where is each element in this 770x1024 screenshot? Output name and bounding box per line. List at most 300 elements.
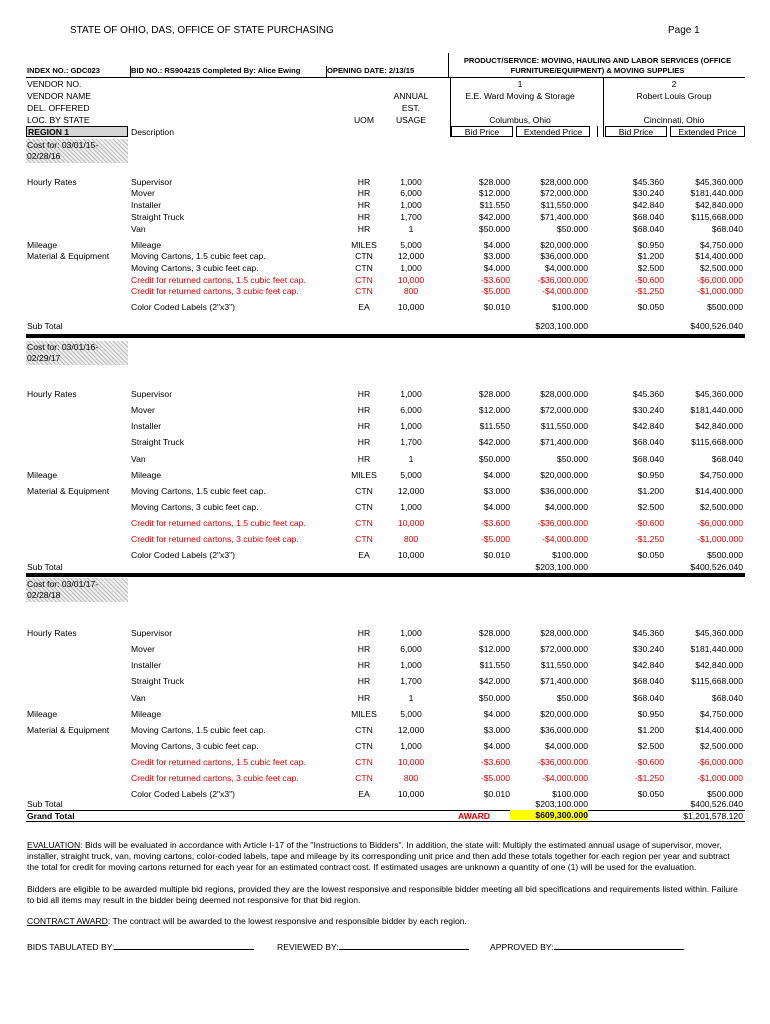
table-cell-uom: HR (357, 628, 371, 639)
table-cell-uom: HR (357, 188, 371, 199)
table-cell-vendor-2-extended-price: $45,360.000 (695, 176, 743, 187)
table-cell-vendor-2-bid-price: $68.040 (632, 211, 664, 222)
vendor-no-label: VENDOR NO. (27, 79, 82, 89)
table-cell-description: Mileage (131, 469, 162, 480)
table-cell-vendor-2-extended-price: $181,440.000 (690, 644, 743, 655)
period-label-line-2: 02/29/17 (27, 353, 61, 363)
table-cell-uom: HR (357, 421, 371, 432)
table-cell-vendor-2-extended-price: $500.000 (707, 789, 743, 800)
vendor-1-name: E.E. Ward Moving & Storage (465, 91, 575, 101)
table-cell-description: Moving Cartons, 1.5 cubic feet cap. (131, 251, 266, 262)
header-divider (448, 53, 449, 77)
table-cell-vendor-1-bid-price: $11.550 (479, 200, 510, 211)
table-cell-vendor-1-bid-price: $4.000 (483, 740, 510, 751)
table-cell-vendor-2-bid-price: -$1.250 (634, 773, 664, 783)
table-cell-annual-usage: 1,000 (400, 421, 422, 432)
table-cell-vendor-2-extended-price: -$1,000.000 (697, 534, 743, 544)
contract-award-paragraph: CONTRACT AWARD: The contract will be awarded to the lowest responsive and responsible bidder by each region. (27, 916, 467, 926)
table-cell-vendor-1-extended-price: $11,550.000 (540, 660, 588, 671)
table-cell-vendor-1-bid-price: $42.000 (478, 437, 510, 448)
table-cell-vendor-1-bid-price: $4.000 (483, 708, 510, 719)
table-cell-category: Mileage (27, 239, 58, 250)
opening-date: OPENING DATE: 2/13/15 (327, 66, 415, 75)
table-cell-vendor-2-bid-price: $30.240 (632, 188, 664, 199)
table-cell-vendor-1-bid-price: $12.000 (478, 188, 510, 199)
table-cell-vendor-1-bid-price: $4.000 (483, 262, 510, 273)
table-cell-description: Moving Cartons, 3 cubic feet cap. (131, 501, 259, 512)
table-cell-vendor-1-bid-price: -$3.600 (480, 756, 510, 767)
table-cell-vendor-2-extended-price: -$6,000.000 (697, 517, 743, 528)
table-cell-annual-usage: 1,000 (400, 176, 422, 187)
table-cell-description: Credit for returned cartons, 3 cubic feet cap. (131, 534, 299, 544)
table-cell-vendor-2-bid-price: -$0.600 (634, 756, 664, 767)
table-cell-vendor-1-extended-price: $20,000.000 (540, 708, 588, 719)
table-cell-description: Credit for returned cartons, 1.5 cubic feet cap. (131, 756, 306, 767)
table-cell-description: Mileage (131, 708, 162, 719)
table-cell-vendor-1-extended-price: $4,000.000 (544, 262, 588, 273)
table-cell-uom: EA (358, 302, 370, 313)
table-cell-vendor-2-extended-price: -$1,000.000 (697, 773, 743, 783)
table-cell-vendor-1-bid-price: $3.000 (483, 251, 510, 262)
table-cell-vendor-2-extended-price: -$6,000.000 (697, 274, 743, 285)
table-cell-vendor-2-bid-price: -$1.250 (634, 534, 664, 544)
table-cell-vendor-2-bid-price: -$1.250 (634, 286, 664, 297)
page-number: Page 1 (668, 25, 700, 36)
table-cell-vendor-2-extended-price: $4,750.000 (699, 239, 743, 250)
table-cell-vendor-2-bid-price: $1.200 (637, 251, 664, 262)
loc-by-state-label: LOC. BY STATE (27, 115, 90, 125)
table-cell-vendor-1-extended-price: -$36,000.000 (537, 274, 588, 285)
table-cell-vendor-2-bid-price: $45.360 (632, 176, 664, 187)
table-cell-vendor-1-extended-price: $50.000 (556, 223, 588, 234)
table-cell-description: Credit for returned cartons, 1.5 cubic feet cap. (131, 274, 306, 285)
uom-label: UOM (353, 115, 375, 125)
table-cell-vendor-1-extended-price: $11,550.000 (540, 200, 588, 211)
table-cell-annual-usage: 800 (403, 773, 419, 783)
table-cell-annual-usage: 5,000 (400, 708, 422, 719)
table-cell-vendor-2-bid-price: $0.050 (637, 302, 664, 313)
period-label-line-2: 02/28/18 (27, 590, 61, 600)
table-cell-vendor-2-bid-price: $42.840 (632, 200, 664, 211)
table-cell-vendor-2-bid-price: $42.840 (632, 660, 664, 671)
vendor-2-bid-price-header: Bid Price (605, 126, 667, 137)
table-cell-description: Straight Truck (131, 437, 185, 448)
table-cell-annual-usage: 6,000 (400, 644, 422, 655)
table-cell-category: Mileage (27, 708, 58, 719)
table-cell-annual-usage: 1,700 (400, 676, 422, 687)
bidders-paragraph: Bidders are eligible to be awarded multiple bid regions, provided they are the lowest responsive and responsible bidder meeting all bid specifications and requirements listed within. Failure to bid all items may result in the bidder being deemed not responsive for that bid region. (27, 884, 738, 905)
table-cell-vendor-2-extended-price: $68.040 (711, 453, 743, 464)
table-cell-uom: HR (357, 200, 371, 211)
table-cell-annual-usage: 1 (408, 223, 414, 234)
table-cell-uom: CTN (355, 274, 373, 285)
table-cell-vendor-2-bid-price: $68.040 (632, 676, 664, 687)
table-cell-uom: HR (357, 676, 371, 687)
table-cell-vendor-1-extended-price: -$36,000.000 (537, 756, 588, 767)
table-cell-uom: CTN (355, 534, 373, 544)
table-cell-uom: CTN (355, 724, 373, 735)
table-cell-uom: CTN (355, 485, 373, 496)
table-cell-vendor-2-bid-price: $68.040 (632, 437, 664, 448)
table-cell-vendor-1-extended-price: $100.000 (552, 302, 588, 313)
table-cell-annual-usage: 1 (408, 692, 414, 703)
table-cell-vendor-1-extended-price: $100.000 (552, 550, 588, 561)
table-cell-vendor-1-bid-price: -$5.000 (480, 534, 510, 544)
table-cell-description: Moving Cartons, 3 cubic feet cap. (131, 262, 259, 273)
table-cell-annual-usage: 10,000 (397, 517, 425, 528)
table-cell-vendor-2-extended-price: $115,668.000 (691, 211, 743, 222)
table-cell-vendor-1-bid-price: $0.010 (483, 302, 510, 313)
table-cell-description: Credit for returned cartons, 3 cubic feet cap. (131, 286, 299, 297)
table-cell-annual-usage: 1,000 (400, 740, 422, 751)
table-cell-annual-usage: 6,000 (400, 188, 422, 199)
table-cell-annual-usage: 10,000 (397, 550, 425, 561)
table-cell-vendor-2-bid-price: -$0.600 (634, 517, 664, 528)
table-cell-vendor-1-extended-price: $36,000.000 (540, 485, 588, 496)
table-cell-description: Straight Truck (131, 211, 185, 222)
vendor-2-no: 2 (671, 79, 677, 89)
table-cell-vendor-1-extended-price: $28,000.000 (540, 389, 588, 400)
table-cell-annual-usage: 10,000 (397, 274, 425, 285)
table-cell-vendor-1-extended-price: $28,000.000 (540, 628, 588, 639)
table-cell-description: Straight Truck (131, 676, 185, 687)
table-cell-uom: HR (357, 176, 371, 187)
table-cell-vendor-2-extended-price: $115,668.000 (691, 437, 743, 448)
sub-total-vendor-2: $400,526.040 (690, 562, 743, 572)
table-cell-vendor-1-extended-price: $50.000 (556, 453, 588, 464)
table-cell-vendor-2-bid-price: $0.050 (637, 789, 664, 800)
table-cell-uom: HR (357, 211, 371, 222)
table-cell-uom: HR (357, 389, 371, 400)
table-cell-description: Moving Cartons, 1.5 cubic feet cap. (131, 724, 266, 735)
grand-total-vendor-2: $1,201,578.120 (683, 811, 743, 821)
table-cell-description: Color Coded Labels (2"x3") (131, 789, 236, 800)
table-cell-vendor-2-extended-price: $68.040 (711, 223, 743, 234)
table-cell-vendor-2-bid-price: $2.500 (637, 740, 664, 751)
table-cell-description: Mover (131, 644, 155, 655)
table-cell-vendor-2-bid-price: $1.200 (637, 485, 664, 496)
table-cell-vendor-2-bid-price: $68.040 (632, 453, 664, 464)
table-cell-vendor-1-bid-price: $11.550 (479, 421, 510, 432)
table-cell-vendor-2-extended-price: $42,840.000 (695, 421, 743, 432)
award-label: AWARD (458, 811, 490, 821)
table-cell-vendor-1-bid-price: -$5.000 (480, 286, 510, 297)
table-cell-vendor-1-extended-price: -$4,000.000 (542, 534, 588, 544)
sub-total-label: Sub Total (27, 799, 63, 809)
table-cell-vendor-1-extended-price: $20,000.000 (540, 469, 588, 480)
table-cell-uom: CTN (355, 756, 373, 767)
section-divider (26, 573, 745, 577)
table-cell-category: Material & Equipment (27, 251, 110, 262)
table-cell-annual-usage: 1,000 (400, 628, 422, 639)
usage-label: USAGE (395, 115, 427, 125)
table-cell-vendor-1-bid-price: $0.010 (483, 550, 510, 561)
table-cell-category: Mileage (27, 469, 58, 480)
table-cell-vendor-2-extended-price: $500.000 (707, 550, 743, 561)
vendor-1-bid-price-header: Bid Price (451, 126, 513, 137)
table-cell-vendor-1-extended-price: $4,000.000 (544, 740, 588, 751)
table-cell-annual-usage: 1,000 (400, 501, 422, 512)
del-offered-label: DEL. OFFERED (27, 103, 90, 113)
award-total-vendor-1: $609,300.000 (510, 810, 588, 820)
table-cell-vendor-2-bid-price: $30.240 (632, 405, 664, 416)
table-cell-annual-usage: 12,000 (397, 485, 425, 496)
table-cell-vendor-2-extended-price: $68.040 (711, 692, 743, 703)
vendor-2-name: Robert Louis Group (636, 91, 712, 101)
table-cell-vendor-2-bid-price: $1.200 (637, 724, 664, 735)
table-cell-vendor-1-extended-price: $11,550.000 (540, 421, 588, 432)
table-cell-annual-usage: 10,000 (397, 789, 425, 800)
table-cell-vendor-1-extended-price: $50.000 (556, 692, 588, 703)
table-cell-vendor-2-bid-price: $2.500 (637, 501, 664, 512)
section-divider (26, 334, 745, 338)
vendor-2-extended-price-header: Extended Price (670, 126, 745, 137)
table-cell-vendor-2-bid-price: $0.950 (637, 708, 664, 719)
vendor-1-no: 1 (517, 79, 523, 89)
table-cell-vendor-2-extended-price: $2,500.000 (699, 262, 743, 273)
sub-total-label: Sub Total (27, 562, 63, 572)
table-cell-uom: CTN (355, 251, 373, 262)
table-cell-vendor-2-bid-price: $68.040 (632, 223, 664, 234)
table-cell-vendor-2-extended-price: $2,500.000 (699, 501, 743, 512)
table-cell-description: Mover (131, 188, 155, 199)
table-cell-vendor-1-extended-price: $36,000.000 (540, 724, 588, 735)
product-line-2: FURNITURE/EQUIPMENT) & MOVING SUPPLIES (510, 66, 685, 75)
table-cell-annual-usage: 1 (408, 453, 414, 464)
table-cell-vendor-1-extended-price: $72,000.000 (540, 405, 588, 416)
table-cell-description: Supervisor (131, 176, 173, 187)
table-cell-vendor-1-bid-price: -$3.600 (480, 517, 510, 528)
table-cell-annual-usage: 10,000 (397, 302, 425, 313)
table-cell-vendor-1-extended-price: $20,000.000 (540, 239, 588, 250)
table-cell-vendor-1-extended-price: $36,000.000 (540, 251, 588, 262)
table-cell-vendor-1-bid-price: $42.000 (478, 676, 510, 687)
table-cell-vendor-2-bid-price: $42.840 (632, 421, 664, 432)
vendor-1-extended-price-header: Extended Price (516, 126, 590, 137)
document-title: STATE OF OHIO, DAS, OFFICE OF STATE PURCHASING (70, 25, 334, 36)
table-cell-vendor-1-bid-price: $42.000 (478, 211, 510, 222)
table-cell-vendor-1-extended-price: $28,000.000 (540, 176, 588, 187)
bids-tabulated-by: BIDS TABULATED BY: (27, 941, 254, 952)
table-cell-annual-usage: 12,000 (397, 724, 425, 735)
table-cell-uom: MILES (351, 469, 377, 480)
table-cell-vendor-1-extended-price: -$36,000.000 (537, 517, 588, 528)
table-cell-vendor-2-extended-price: $181,440.000 (690, 188, 743, 199)
table-cell-annual-usage: 10,000 (397, 756, 425, 767)
table-cell-vendor-2-extended-price: $14,400.000 (695, 251, 743, 262)
header-divider (130, 66, 131, 77)
table-cell-description: Installer (131, 421, 162, 432)
table-cell-vendor-2-extended-price: $115,668.000 (691, 676, 743, 687)
table-cell-annual-usage: 6,000 (400, 405, 422, 416)
table-cell-uom: MILES (351, 708, 377, 719)
table-cell-description: Supervisor (131, 628, 173, 639)
period-label-line-1: Cost for: 03/01/16- (27, 342, 99, 352)
table-cell-description: Credit for returned cartons, 1.5 cubic feet cap. (131, 517, 306, 528)
table-cell-description: Mover (131, 405, 155, 416)
table-cell-vendor-2-extended-price: $42,840.000 (695, 660, 743, 671)
table-cell-vendor-2-bid-price: $45.360 (632, 389, 664, 400)
table-cell-vendor-1-bid-price: $28.000 (478, 389, 510, 400)
table-cell-uom: HR (357, 223, 371, 234)
period-label-line-1: Cost for: 03/01/15- (27, 140, 99, 150)
table-cell-vendor-1-bid-price: $3.000 (483, 485, 510, 496)
table-cell-vendor-1-bid-price: $12.000 (478, 405, 510, 416)
table-cell-description: Van (131, 453, 146, 464)
table-cell-annual-usage: 800 (403, 286, 419, 297)
table-cell-uom: HR (357, 660, 371, 671)
table-cell-vendor-2-extended-price: $45,360.000 (695, 389, 743, 400)
vendor-2-location: Cincinnati, Ohio (643, 115, 705, 125)
period-label-line-1: Cost for: 03/01/17- (27, 579, 99, 589)
table-cell-vendor-2-extended-price: $14,400.000 (695, 485, 743, 496)
table-cell-annual-usage: 1,000 (400, 660, 422, 671)
table-cell-vendor-2-extended-price: $4,750.000 (699, 469, 743, 480)
table-cell-uom: EA (358, 550, 370, 561)
table-cell-category: Hourly Rates (27, 628, 77, 639)
table-cell-vendor-2-extended-price: $181,440.000 (690, 405, 743, 416)
table-cell-vendor-2-bid-price: $0.950 (637, 239, 664, 250)
table-cell-vendor-1-bid-price: $0.010 (483, 789, 510, 800)
table-cell-description: Credit for returned cartons, 3 cubic feet cap. (131, 773, 299, 783)
table-cell-vendor-1-extended-price: $71,400.000 (540, 437, 588, 448)
table-cell-annual-usage: 1,000 (400, 389, 422, 400)
table-cell-uom: CTN (355, 286, 373, 297)
table-cell-description: Moving Cartons, 1.5 cubic feet cap. (131, 485, 266, 496)
table-cell-vendor-2-bid-price: $2.500 (637, 262, 664, 273)
table-cell-vendor-1-bid-price: $12.000 (478, 644, 510, 655)
table-cell-vendor-1-bid-price: -$5.000 (480, 773, 510, 783)
table-cell-vendor-2-extended-price: -$1,000.000 (697, 286, 743, 297)
table-cell-vendor-1-extended-price: $4,000.000 (544, 501, 588, 512)
table-cell-uom: HR (357, 405, 371, 416)
table-cell-uom: EA (358, 789, 370, 800)
table-cell-vendor-2-bid-price: $0.950 (637, 469, 664, 480)
table-cell-vendor-2-extended-price: $42,840.000 (695, 200, 743, 211)
table-cell-uom: MILES (351, 239, 377, 250)
table-cell-vendor-2-extended-price: $2,500.000 (699, 740, 743, 751)
table-cell-vendor-1-bid-price: $50.000 (478, 692, 510, 703)
table-cell-uom: CTN (355, 501, 373, 512)
table-cell-uom: CTN (355, 517, 373, 528)
table-cell-description: Moving Cartons, 3 cubic feet cap. (131, 740, 259, 751)
table-cell-uom: CTN (355, 740, 373, 751)
table-cell-description: Color Coded Labels (2"x3") (131, 302, 236, 313)
column-divider (603, 77, 604, 137)
table-cell-vendor-1-bid-price: $50.000 (478, 223, 510, 234)
sub-total-vendor-1: $203,100.000 (535, 562, 588, 572)
table-cell-vendor-1-bid-price: $28.000 (478, 176, 510, 187)
table-cell-vendor-1-extended-price: $72,000.000 (540, 188, 588, 199)
approved-by: APPROVED BY: (490, 941, 684, 952)
table-cell-vendor-1-bid-price: $4.000 (483, 469, 510, 480)
table-cell-vendor-1-bid-price: $4.000 (483, 501, 510, 512)
vendor-name-label: VENDOR NAME (27, 91, 91, 101)
table-cell-description: Installer (131, 200, 162, 211)
table-cell-vendor-1-bid-price: $28.000 (478, 628, 510, 639)
product-line-1: PRODUCT/SERVICE: MOVING, HAULING AND LABOR SERVICES (OFFICE (463, 56, 732, 65)
table-cell-description: Van (131, 692, 146, 703)
table-cell-category: Hourly Rates (27, 389, 77, 400)
description-label: Description (131, 127, 174, 137)
table-cell-vendor-2-extended-price: $500.000 (707, 302, 743, 313)
table-cell-vendor-2-bid-price: $45.360 (632, 628, 664, 639)
table-cell-annual-usage: 5,000 (400, 239, 422, 250)
vendor-1-location: Columbus, Ohio (489, 115, 551, 125)
table-cell-uom: HR (357, 453, 371, 464)
column-divider (597, 126, 598, 137)
table-cell-vendor-2-bid-price: $30.240 (632, 644, 664, 655)
evaluation-paragraph: EVALUATION: Bids will be evaluated in accordance with Article I-17 of the "Instructions to Bidders". In addition, the state will: Multiply the estimated annual usage of supervisor, mover, installer, straight truck, van, moving cartons, color-coded labels, tape and mileage by its corresponding unit price and then add these totals together for each region per year and subtract the total for credit for moving cartons returned for each year for an estimated contract cost. If estimated usages are unknown a quantity of one (1) will be used for the evaluation. (27, 840, 730, 872)
sub-total-vendor-1: $203,100.000 (535, 799, 588, 809)
table-cell-annual-usage: 1,700 (400, 437, 422, 448)
table-cell-category: Material & Equipment (27, 485, 110, 496)
table-cell-vendor-1-extended-price: $72,000.000 (540, 644, 588, 655)
table-cell-annual-usage: 1,700 (400, 211, 422, 222)
table-cell-vendor-1-extended-price: -$4,000.000 (542, 773, 588, 783)
bid-number: BID NO.: RS904215 Completed By: Alice Ewing (131, 66, 301, 75)
grand-total-label: Grand Total (27, 811, 75, 821)
table-cell-annual-usage: 1,000 (400, 262, 422, 273)
table-cell-uom: HR (357, 437, 371, 448)
table-cell-category: Hourly Rates (27, 176, 77, 187)
table-cell-annual-usage: 5,000 (400, 469, 422, 480)
period-label-line-2: 02/28/16 (27, 151, 61, 161)
table-cell-vendor-2-extended-price: $14,400.000 (695, 724, 743, 735)
table-cell-vendor-2-bid-price: $68.040 (632, 692, 664, 703)
header-divider (326, 66, 327, 77)
table-cell-description: Mileage (131, 239, 162, 250)
sub-total-vendor-1: $203,100.000 (535, 321, 588, 331)
table-cell-vendor-1-bid-price: $3.000 (483, 724, 510, 735)
table-cell-vendor-1-extended-price: $71,400.000 (540, 211, 588, 222)
table-cell-vendor-2-extended-price: -$6,000.000 (697, 756, 743, 767)
column-divider (450, 77, 451, 137)
table-cell-vendor-2-extended-price: $45,360.000 (695, 628, 743, 639)
table-cell-vendor-1-extended-price: $100.000 (552, 789, 588, 800)
table-cell-vendor-1-bid-price: -$3.600 (480, 274, 510, 285)
table-cell-description: Installer (131, 660, 162, 671)
table-cell-annual-usage: 1,000 (400, 200, 422, 211)
table-cell-vendor-1-bid-price: $4.000 (483, 239, 510, 250)
table-cell-vendor-1-extended-price: $71,400.000 (540, 676, 588, 687)
reviewed-by: REVIEWED BY: (277, 941, 469, 952)
region-label: REGION 1 (26, 126, 128, 137)
table-cell-uom: HR (357, 692, 371, 703)
table-cell-vendor-2-bid-price: -$0.600 (634, 274, 664, 285)
table-cell-category: Material & Equipment (27, 724, 110, 735)
table-cell-vendor-2-bid-price: $0.050 (637, 550, 664, 561)
table-cell-uom: HR (357, 644, 371, 655)
sub-total-vendor-2: $400,526.040 (690, 799, 743, 809)
table-cell-uom: CTN (355, 773, 373, 783)
table-cell-vendor-1-bid-price: $50.000 (478, 453, 510, 464)
table-cell-description: Color Coded Labels (2"x3") (131, 550, 236, 561)
table-cell-vendor-1-bid-price: $11.550 (479, 660, 510, 671)
sub-total-vendor-2: $400,526.040 (690, 321, 743, 331)
index-number: INDEX NO.: GDC023 (27, 66, 101, 75)
annual-label: ANNUAL (393, 91, 429, 101)
table-cell-annual-usage: 12,000 (397, 251, 425, 262)
sub-total-label: Sub Total (27, 321, 63, 331)
table-cell-uom: CTN (355, 262, 373, 273)
table-cell-description: Van (131, 223, 146, 234)
table-cell-vendor-1-extended-price: -$4,000.000 (542, 286, 588, 297)
table-cell-vendor-2-extended-price: $4,750.000 (699, 708, 743, 719)
est-label: EST. (401, 103, 421, 113)
table-cell-annual-usage: 800 (403, 534, 419, 544)
table-cell-description: Supervisor (131, 389, 173, 400)
